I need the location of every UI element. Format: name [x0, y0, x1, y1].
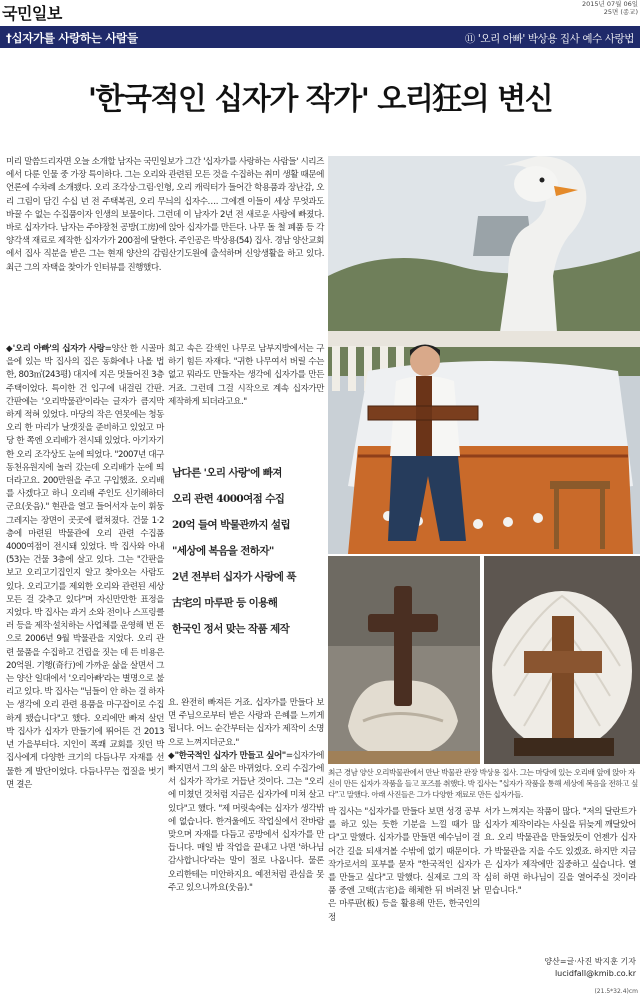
- cross-photo-1: [328, 556, 480, 764]
- series-banner: [0, 26, 640, 48]
- article-intro: 미리 말씀드리자면 오늘 소개할 남자는 국민일보가 그간 '십자가를 사랑하는 사람들' 시리즈에서 다룬 인물 중 가장 특이하다. 그는 오리와 관련된 모든 것을 수집하는 취미 생활 때문에 언론에 수차례 소개됐다. 오리 조각상·그림·인형, 오리 캐릭터가 들어간 학용품과 장난감, 오리 그림이 담긴 수십 년 전 주택복권, 오리 무늬의 십자수…. 그에겐 이들이 세상 무엇과도 바꿀 수 없는 수집품이자 인생의 보물이다. 그런데 이 남자가 2년 전 새로운 사랑에 빠졌다. 바로 십자가다. 남자는 주야장천 공방(工房)에 앉아 십자가를 만든다. 나무 돌 철 폐품 등 각양각색 재료로 제작한 십자가가 200점에 달한다. 주인공은 박상용(54) 집사. 경남 양산교회에서 집사 직분을 받은 그는 현재 양산의 감림산기도원에 출석하며 신앙생활을 하고 있다. 최근 그의 자택을 찾아가 인터뷰를 진행했다.: [6, 157, 324, 273]
- article-headline: '한국적인 십자가 작가' 오리狂의 변신: [87, 82, 553, 117]
- pull-quote-line: "세상에 복음을 전하자": [172, 545, 274, 557]
- article-column-2b: [168, 697, 324, 895]
- issue-info: [582, 0, 638, 16]
- photo-man-with-cross: [328, 156, 640, 554]
- pull-quote-line: 古宅의 마루판 등 이용해: [172, 597, 278, 609]
- main-photo: [328, 156, 640, 554]
- article-column-4: 서가 느껴지는 작품이 많다. "저의 달란트가 십자가 제작이라는 사실을 뒤늦게 깨달았어요. 오리 박물관을 만들었듯이 언젠가 십자가 박물관을 지을 수도 있겠죠. 하지만 지금은 십자가 제작에만 집중하고 싶습니다. 열심히 하면 하나님이 길을 열어주실 것이라 믿습니다.": [484, 807, 636, 897]
- byline: [544, 956, 636, 980]
- pull-quote-box: [168, 460, 324, 642]
- series-episode: ⑪ '오리 아빠' 박상용 집사 예수 사랑법: [464, 33, 634, 45]
- section-lead-2: ◆"한국적인 십자가 만들고 싶어": [168, 750, 286, 761]
- pull-quote-line: 한국인 정서 맞는 작품 제작: [172, 623, 290, 635]
- article-column-1: [6, 343, 164, 792]
- page-section: 25면 (종교): [603, 8, 638, 16]
- pull-quote-line: 20억 들여 박물관까지 설립: [172, 519, 291, 531]
- issue-date: 2015년 07월 06일: [581, 0, 638, 8]
- article-column-3: 박 집사는 "십자가를 만들다 보면 성경 공부를 하고 있는 듯한 기분을 느낄 때가 많다"고 말했다. 십자가를 만들면 예수님이 걸어간 길을 되새겨볼 수밖에 없기 때문이다. 작가로서의 포부를 묻자 "한국적인 십자가를 만들고 싶다"고 말했다. 실제로 그의 작품 중엔 고택(古宅)을 해체한 뒤 버려진 낡은 마루판(板) 등을 활용해 만든, 한국인의 정: [328, 807, 480, 923]
- cross-with-coral: [484, 556, 640, 764]
- pull-quote-line: 오리 관련 4000여점 수집: [172, 493, 285, 505]
- section-lead-1: ◆'오리 아빠'의 십자가 사랑: [6, 344, 105, 354]
- masthead: [0, 0, 640, 22]
- cross-photo-2: [484, 556, 640, 764]
- photo-caption: 최근 경남 양산 오리박물관에서 만난 박물관 관장 박상용 집사. 그는 마당에 있는 오리배 앞에 앉아 자신이 만든 십자가 작품을 들고 포즈를 취했다. 박 집사는 "십자가 작품을 통해 세상에 복음을 전하고 싶다"고 말했다. 아래 사진들은 그가 다양한 재료로 만든 십자가들.: [328, 768, 638, 799]
- pull-quote-line: 남다른 '오리 사랑'에 빠져: [172, 467, 282, 479]
- article-column-2: 희고 속은 갈색인 나무로 남부지방에서는 구하기 힘든 자재다. "귀한 나무여서 버릴 수는 없고 뭐라도 만들자는 생각에 십자가를 만든 거죠. 그런데 그걸 시작으로 계속 십자가만 제작하게 되더라고요.": [168, 344, 324, 407]
- wooden-cross-on-stone: [328, 556, 480, 764]
- byline-email: lucidfall@kmib.co.kr: [554, 969, 636, 978]
- print-size-note: (21.5*32.4)cm: [594, 988, 638, 995]
- column-2b-text-2: =십자가에 빠지면서 그의 삶은 바뀌었다. 오리 수집가에서 십자가 작가로 거듭난 것이다. 그는 "오리에 미쳤던 것처럼 지금은 십자가에 미쳐 살고 있다"고 했다. "제 머릿속에는 십자가 생각밖에 없습니다. 한겨울에도 작업실에서 잔바람 맞으며 자재를 다듬고 공방에서 십자가를 만듭니다. 매일 밤 작업을 끝내고 나면 '하나님 감사합니다'라는 말이 절로 나옵니다. 물론 오리한테는 미안하지요. 예전처럼 관심을 못 주고 있으니까요(웃음).": [168, 750, 324, 893]
- column-1-text: =양산 한 시골마을에 있는 박 집사의 집은 동화에나 나올 법한, 803㎡(243평) 대지에 지은 멋들어진 3층 주택이었다. 특이한 건 입구에 내걸린 간판. 간판에는 '오리박물관'이라는 글자가 큼지막하게 적혀 있었다. 마당의 작은 연못에는 청동오리 한 마리가 날갯짓을 준비하고 있었고 마당 한 쪽엔 오리배가 전시돼 있었다. 아기자기한 오리 조각상도 눈에 띄었다. "2007년 대구 동천유원지에 놀러 갔는데 오리배가 눈에 띄더라고요. 200만원을 주고 구입했죠. 오리배를 사겠다고 하니 오리배 주인도 신기해하더군요(웃음)." 현관을 열고 들어서자 눈이 휘둥그레지는 장면이 곳곳에 펼쳐졌다. 건물 1·2층에 마련된 박물관에 오리 관련 수집품 4000여점이 전시돼 있었다. 박 집사와 아내(53)는 건물 3층에 살고 있다. 그는 "간판을 보고 오리고기집인지 알고 찾아오는 사람도 있다. 오리고기를 제외한 오리와 관련된 세상 모든 걸 갖추고 있다"며 자신만만한 표정을 지었다. 박 집사는 과거 소와 전이나 스프링클러 등을 제작·설치하는 사업체를 운영해 번 돈으로 2006년 9월 박물관을 지었다. 오리 관련 물품을 수집하고 건립을 짓는 데 든 비용은 20억원. 기행(奇行)에 가까운 삶을 살면서 그는 양산 일대에서 '오리아빠'라는 별명으로 불리고 있다. 박 집사는 "님들이 안 하는 걸 하자는 생각에 오리 관련 용품을 마구잡이로 수집하게 됐습니다"고 했다. 오리에만 빠져 살던 박 집사가 십자가 만들기에 뛰어든 건 2013년 가을부터다. 지인이 폭쾌 교회를 짓던 박 집사에게 다양한 크기의 다듬나무 자재를 선물한 게 발단이었다. 다듬나무는 껍질을 벗기면 결은: [6, 344, 164, 790]
- newspaper-logo: 국민일보: [2, 4, 62, 23]
- pull-quote-line: 2년 전부터 십자가 사랑에 푹: [172, 571, 296, 583]
- byline-credit: 양산=글·사진 박지훈 기자: [544, 957, 636, 966]
- column-2b-text: 요. 완전히 빠져든 거죠. 십자가를 만들다 보면 주님으로부터 받은 사랑과 은혜를 느끼게 됩니다. 어느 순간부터는 십자가 제작이 소명으로 느껴지더군요.": [168, 698, 324, 748]
- series-title: †십자가를 사랑하는 사람들: [6, 31, 138, 45]
